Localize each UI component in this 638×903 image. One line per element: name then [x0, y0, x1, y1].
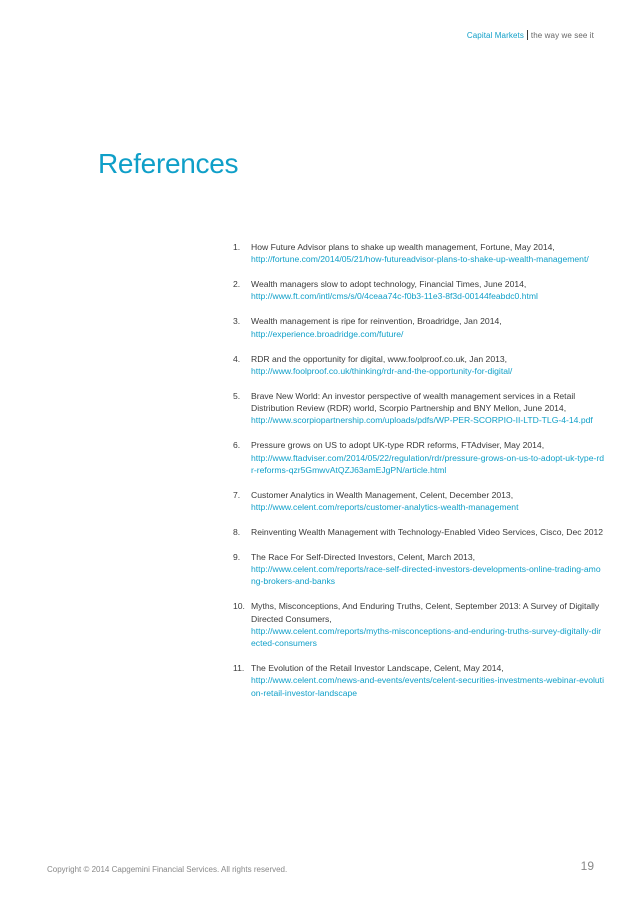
- header-separator: [527, 30, 528, 40]
- reference-body: [251, 278, 605, 303]
- reference-link[interactable]: http://www.ftadviser.com/2014/05/22/regulation/rdr/pressure-grows-on-us-to-adopt-uk-type-rdr-reforms-qzr5GmwvAtQZJ63amEJgPN/article.html: [251, 452, 604, 475]
- reference-link[interactable]: http://www.celent.com/news-and-events/events/celent-securities-investments-webinar-evolution-retail-investor-landscape: [251, 675, 604, 698]
- reference-number: 7.: [233, 489, 241, 500]
- reference-body: [251, 489, 605, 514]
- reference-number: 9.: [233, 551, 241, 562]
- reference-text: Wealth managers slow to adopt technology, Financial Times, June 2014,: [251, 279, 527, 290]
- reference-body: [251, 390, 605, 427]
- reference-body: [251, 315, 605, 340]
- reference-text: How Future Advisor plans to shake up wealth management, Fortune, May 2014,: [251, 242, 555, 252]
- reference-item: [233, 526, 605, 538]
- reference-body: [251, 353, 605, 378]
- reference-item: [233, 315, 605, 340]
- reference-number: 11.: [233, 663, 245, 674]
- reference-link[interactable]: http://www.ft.com/intl/cms/s/0/4ceaa74c-f0b3-11e3-8f3d-00144feabdc0.html: [251, 291, 538, 302]
- reference-number: 3.: [233, 316, 241, 327]
- reference-body: [251, 662, 605, 699]
- reference-text: RDR and the opportunity for digital, www.foolproof.co.uk, Jan 2013,: [251, 353, 508, 364]
- reference-text: Customer Analytics in Wealth Management, Celent, December 2013,: [251, 489, 514, 500]
- reference-item: [233, 353, 605, 378]
- page-header: [467, 30, 594, 40]
- reference-item: [233, 278, 605, 303]
- page-title: References: [98, 148, 239, 179]
- reference-item: [233, 439, 605, 476]
- reference-item: [233, 489, 605, 514]
- reference-number: 1.: [233, 242, 241, 252]
- reference-text: Brave New World: An investor perspective of wealth management services in a Retail Distribution Review (RDR) world, Scorpio Partnership and BNY Mellon, June 2014,: [251, 390, 576, 414]
- reference-item: [233, 241, 605, 266]
- reference-link[interactable]: http://www.celent.com/reports/customer-analytics-wealth-management: [251, 502, 519, 513]
- reference-body: [251, 526, 605, 538]
- reference-text: The Evolution of the Retail Investor Landscape, Celent, May 2014,: [251, 663, 504, 674]
- references-list: [233, 241, 605, 712]
- reference-text: Wealth management is ripe for reinvention, Broadridge, Jan 2014,: [251, 316, 502, 327]
- reference-number: 2.: [233, 279, 241, 290]
- reference-body: [251, 439, 605, 476]
- reference-text: Myths, Misconceptions, And Enduring Truths, Celent, September 2013: A Survey of Digitally Directed Consumers,: [251, 601, 600, 624]
- reference-link[interactable]: http://experience.broadridge.com/future/: [251, 328, 404, 339]
- reference-item: [233, 662, 605, 699]
- reference-number: 4.: [233, 353, 241, 364]
- reference-number: 5.: [233, 390, 241, 401]
- header-tagline: the way we see it: [530, 31, 594, 40]
- reference-text: Reinventing Wealth Management with Technology-Enabled Video Services, Cisco, Dec 2012: [251, 526, 604, 537]
- reference-text: Pressure grows on US to adopt UK-type RDR reforms, FTAdviser, May 2014,: [251, 440, 545, 451]
- reference-link[interactable]: http://fortune.com/2014/05/21/how-futureadvisor-plans-to-shake-up-wealth-management/: [251, 254, 589, 265]
- reference-number: 8.: [233, 526, 241, 537]
- reference-body: [251, 600, 605, 649]
- reference-number: 10.: [233, 601, 245, 612]
- reference-item: [233, 600, 605, 649]
- page-number: 19: [580, 859, 594, 873]
- reference-body: [251, 241, 605, 266]
- reference-link[interactable]: http://www.celent.com/reports/race-self-directed-investors-developments-online-trading-among-brokers-and-banks: [251, 564, 601, 587]
- reference-body: [251, 551, 605, 588]
- reference-number: 6.: [233, 440, 241, 451]
- reference-item: [233, 390, 605, 427]
- footer-copyright: Copyright © 2014 Capgemini Financial Services. All rights reserved.: [47, 865, 288, 874]
- reference-link[interactable]: http://www.celent.com/reports/myths-misconceptions-and-enduring-truths-survey-digitally-directed-consumers: [251, 625, 602, 649]
- header-brand: Capital Markets: [466, 31, 524, 40]
- reference-link[interactable]: http://www.foolproof.co.uk/thinking/rdr-and-the-opportunity-for-digital/: [251, 365, 513, 376]
- reference-item: [233, 551, 605, 588]
- reference-text: The Race For Self-Directed Investors, Celent, March 2013,: [251, 551, 476, 562]
- reference-link[interactable]: http://www.scorpiopartnership.com/uploads/pdfs/WP-PER-SCORPIO-II-LTD-TLG-4-14.pdf: [251, 415, 593, 426]
